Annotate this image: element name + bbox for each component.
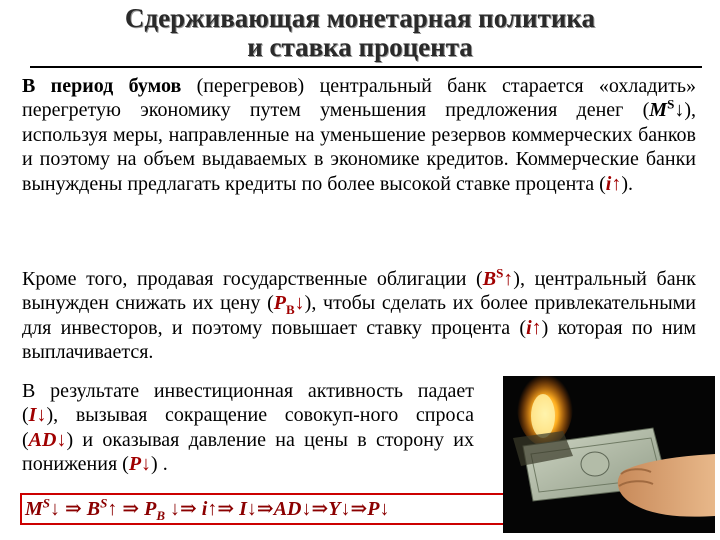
p2-text-3: ), чтобы сделать их более привлекательными для инвесторов, и поэтому повышает ставку процента ( bbox=[22, 292, 696, 339]
burning-banknotes-illustration bbox=[503, 376, 715, 533]
down-arrow-icon: ↓ bbox=[294, 292, 305, 315]
down-arrow-icon: ↓ bbox=[50, 498, 61, 520]
down-arrow-icon: ↓ bbox=[674, 99, 685, 122]
p1-text-2: ), используя меры, направленные на уменьшение резервов коммерческих банков и поэтому на объем выдаваемых в экономике кредитов. Коммерческие банки вынуждены предлагать кредиты по более высокой ставке процента ( bbox=[22, 99, 696, 195]
p2-text-1: Кроме того, продавая государственные облигации ( bbox=[22, 268, 483, 290]
transmission-chain: $M^S↓$ ⇒ $B^S↑$ ⇒ $P_B$ ↓⇒ i↑⇒ I↓⇒AD↓⇒Y↓⇒P↓ bbox=[20, 493, 505, 525]
implies-arrow-icon: ⇒ bbox=[117, 498, 145, 520]
up-arrow-icon: ↑ bbox=[611, 172, 622, 195]
implies-arrow-icon: ⇒ bbox=[350, 498, 368, 520]
money-supply-symbol: $M^S↓$ bbox=[649, 96, 685, 122]
paragraph-bonds bbox=[22, 267, 696, 365]
up-arrow-icon: ↑ bbox=[531, 316, 542, 339]
p3-text-4: ) . bbox=[151, 453, 168, 476]
down-arrow-icon: ↓ bbox=[301, 498, 312, 520]
down-arrow-icon: ↓ bbox=[36, 404, 47, 427]
p1-text-1: (перегревов) центральный банк старается «охладить» перегретую экономику путем уменьшения предложения денег ( bbox=[22, 75, 696, 122]
investment-symbol: I↓ bbox=[28, 404, 47, 427]
aggregate-demand-symbol: AD↓ bbox=[28, 428, 67, 451]
p3-text-1: В результате инвестиционная активность падает ( bbox=[22, 380, 474, 427]
p2-text-2: ), центральный банк вынужден снижать их цену ( bbox=[22, 268, 696, 315]
bond-price-symbol: $P_B↓$ bbox=[273, 292, 305, 318]
price-level-symbol: P↓ bbox=[128, 453, 152, 476]
title-line-2: и ставка процента bbox=[247, 32, 473, 62]
interest-rate-symbol: i↑ bbox=[526, 316, 542, 339]
implies-arrow-icon: ⇒ bbox=[180, 498, 202, 520]
p3-text-2: ), вызывая сокращение совокуп-ного спроса ( bbox=[22, 404, 474, 451]
up-arrow-icon: ↑ bbox=[207, 498, 218, 520]
down-arrow-icon: ↓ bbox=[379, 498, 390, 520]
p3-text-3: ) и оказывая давление на цены в сторону их понижения ( bbox=[22, 428, 474, 476]
down-arrow-icon: ↓ bbox=[165, 498, 181, 520]
down-arrow-icon: ↓ bbox=[246, 498, 257, 520]
slide-title bbox=[0, 4, 720, 62]
down-arrow-icon: ↓ bbox=[56, 428, 67, 451]
p2-text-4: ) которая по ним выплачивается. bbox=[22, 316, 696, 364]
title-underline bbox=[30, 66, 702, 68]
title-line-1: Сдерживающая монетарная политика bbox=[124, 3, 596, 33]
implies-arrow-icon: ⇒ bbox=[217, 498, 240, 520]
implies-arrow-icon: ⇒ bbox=[311, 498, 329, 520]
implies-arrow-icon: ⇒ bbox=[256, 498, 274, 520]
up-arrow-icon: ↑ bbox=[107, 498, 118, 520]
p1-text-3: ). bbox=[621, 172, 634, 195]
down-arrow-icon: ↓ bbox=[141, 453, 152, 476]
up-arrow-icon: ↑ bbox=[503, 268, 514, 290]
paragraph-result bbox=[22, 379, 474, 477]
boom-lead: В период бумов bbox=[22, 75, 182, 97]
paragraph-boom bbox=[22, 74, 696, 196]
implies-arrow-icon: ⇒ bbox=[60, 498, 87, 520]
down-arrow-icon: ↓ bbox=[340, 498, 351, 520]
bond-supply-symbol: $B^S↑$ bbox=[482, 265, 514, 290]
interest-rate-symbol: i↑ bbox=[605, 172, 622, 195]
burning-money-photo bbox=[503, 376, 715, 533]
